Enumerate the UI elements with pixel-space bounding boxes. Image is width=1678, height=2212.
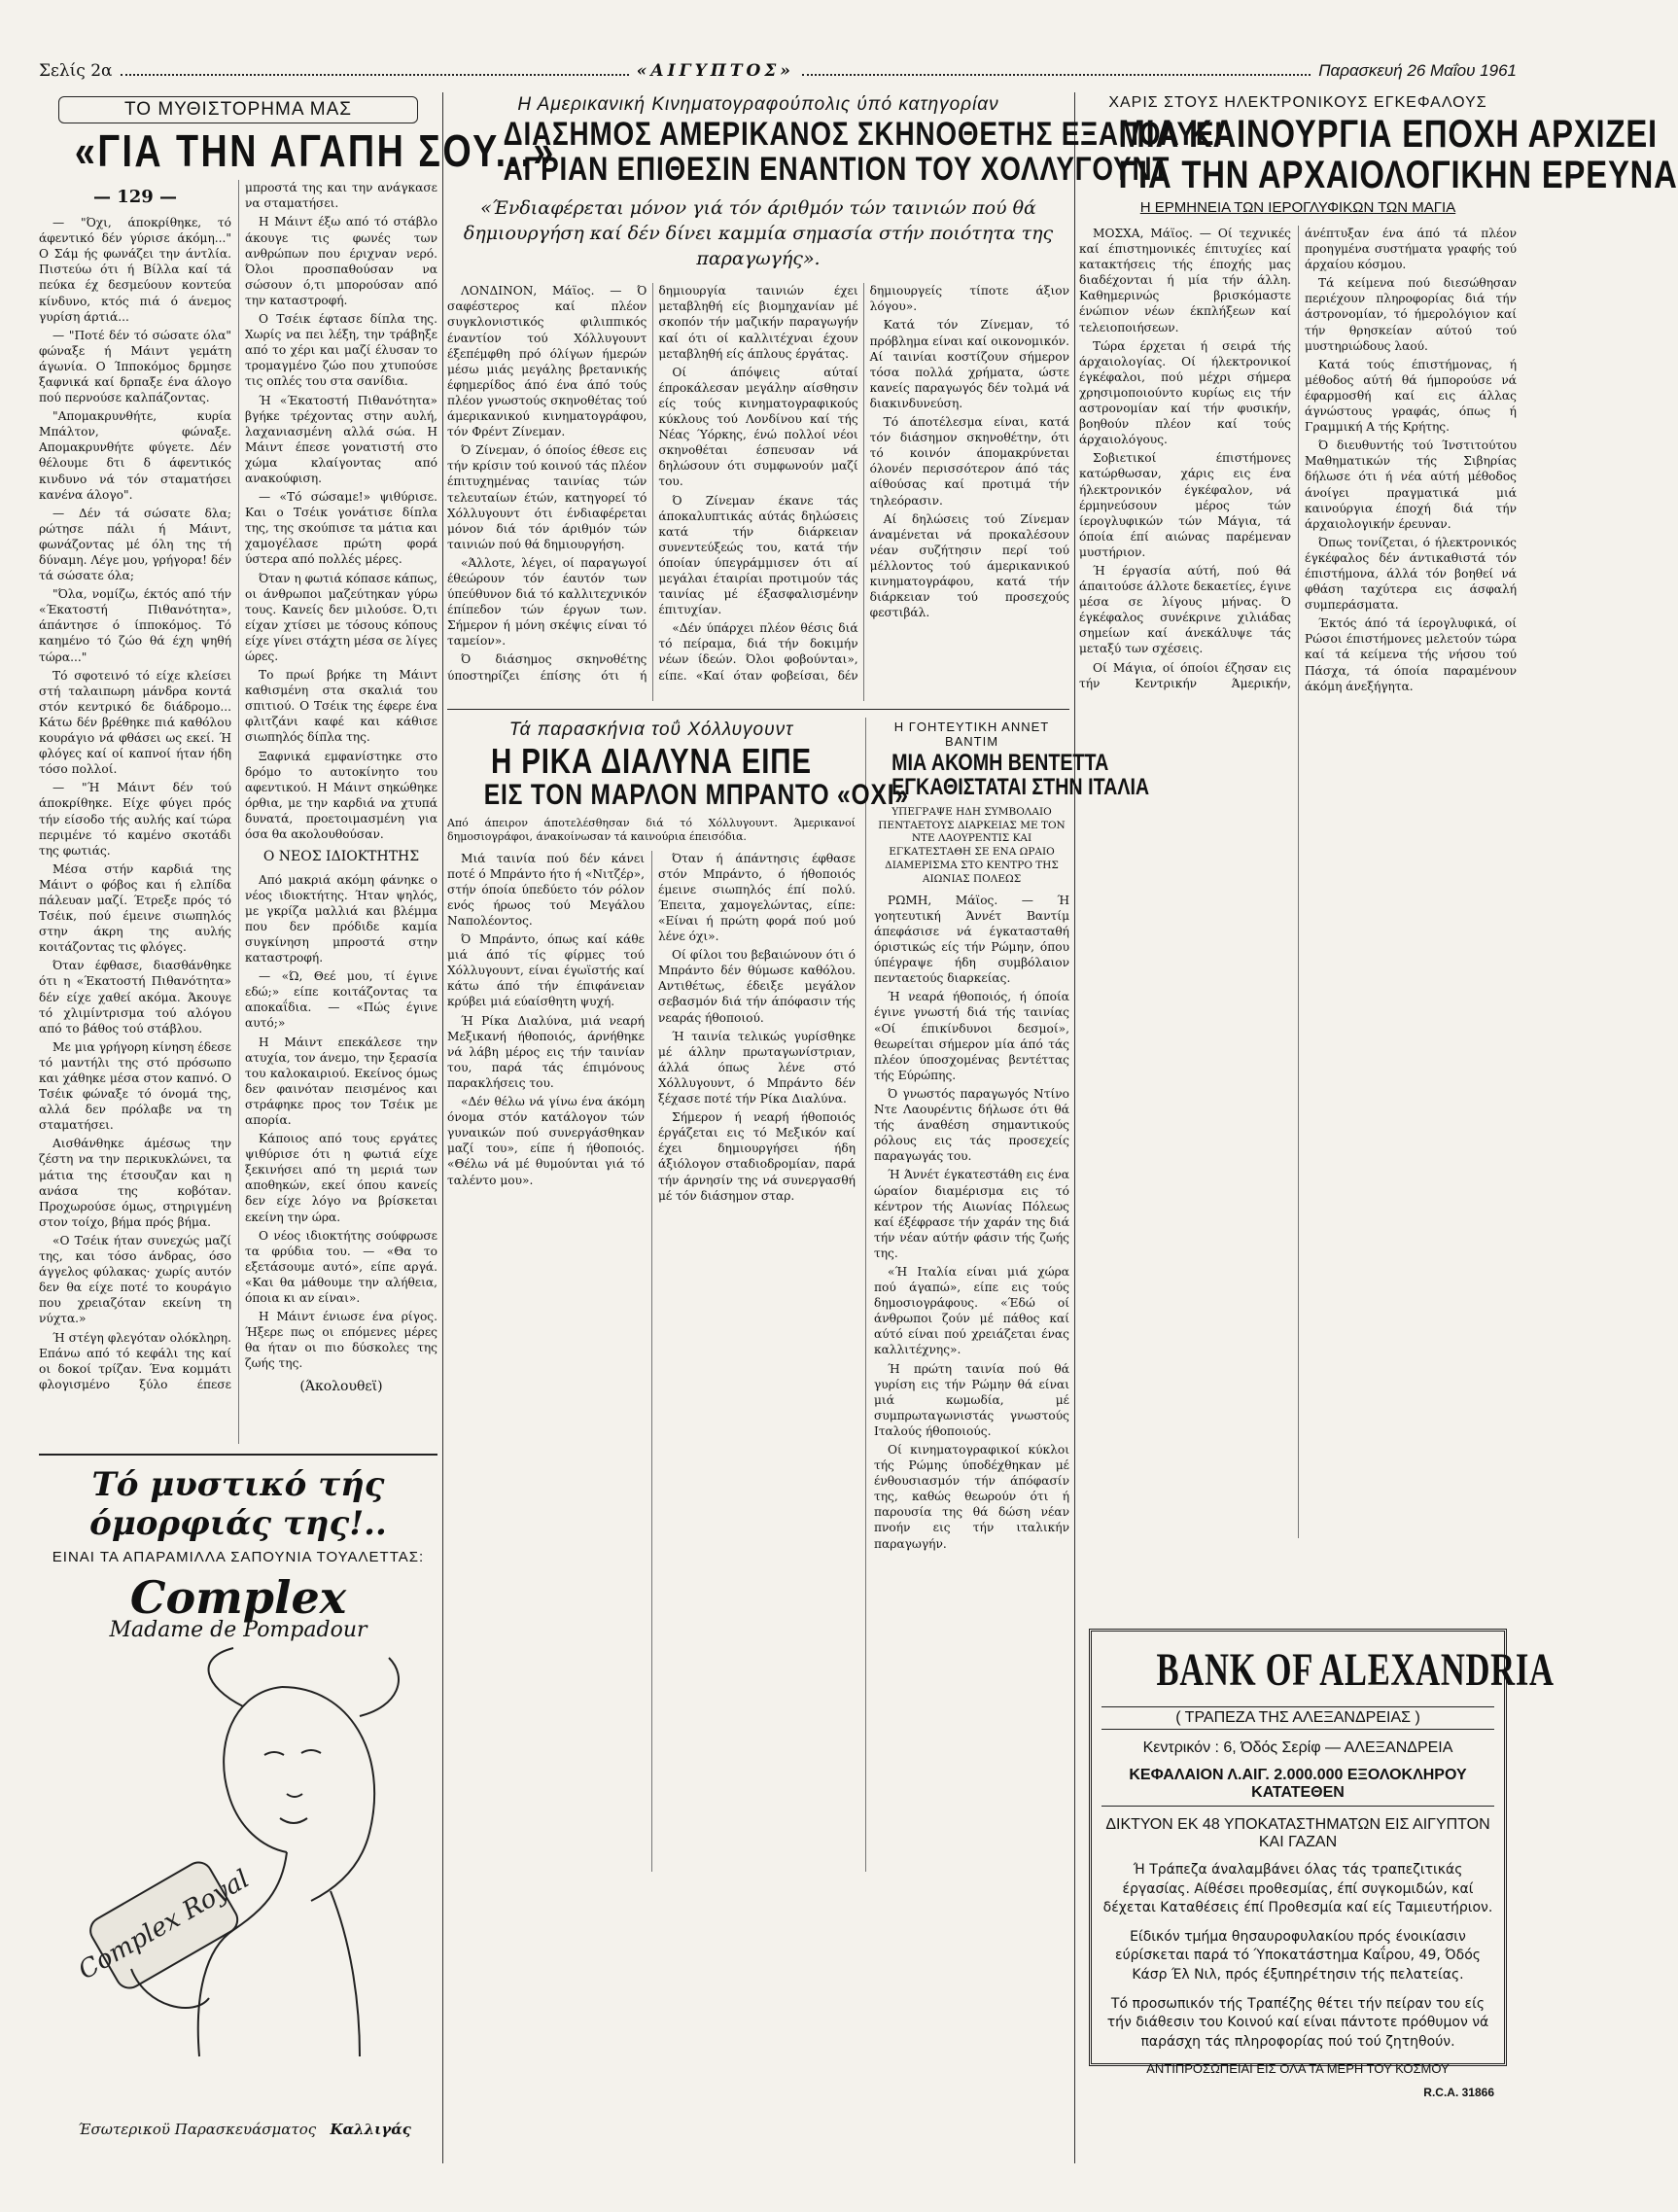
- archaeology-subhead: Η ΕΡΜΗΝΕΙΑ ΤΩΝ ΙΕΡΟΓΛΥΦΙΚΩΝ ΤΩΝ ΜΑΓΙΑ: [1139, 199, 1456, 216]
- hollywood-headline-2: ΑΓΡΙΑΝ ΕΠΙΘΕΣΙΝ ΕΝΑΝΤΙΟΝ ΤΟΥ ΧΟΛΛΥΓΟΥΝΤ: [503, 150, 1171, 188]
- novel-paragraph: Η Μάιντ ένιωσε ένα ρίγος. Ήξερε πως οι επόμενες μέρες θα ήταν οι πιο δύσκολες της ζωής της.: [245, 1310, 437, 1371]
- novel-paragraph: «Ο Τσέικ ήταν συνεχώς μαζί της, και τόσο άνδρας, όσο άγγελος φύλακας· χωρίς αυτόν δεν θα είχε ποτέ το κουράγιο που χρειαζόταν εκείνη τη νύχτα.»: [39, 1233, 231, 1326]
- article-paragraph: Ό γνωστός παραγωγός Ντίνο Ντε Λαουρέντις δήλωσε ότι θά τής άναθέση σημαντικούς ρόλους εις τάς προσεχείς παραγωγάς του.: [874, 1086, 1069, 1164]
- novel-paragraph: Ο νέος ιδιοκτήτης σούφρωσε τα φρύδια του. — «Θα το εξετάσουμε αυτό», είπε αργά. «Και θα μάθουμε την αλήθεια, όποια κι αν είναι».: [245, 1228, 437, 1306]
- novel-paragraph: — "Ή Μάιντ δέν τού άποκρίθηκε. Είχε φύγει πρός τήν είσοδο τής αυλής καί τώρα περιμένε τό καμένο σκοτάδι της φωτιάς.: [39, 781, 231, 858]
- novel-body: [39, 180, 437, 1444]
- annette-subhead: ΥΠΕΓΡΑΨΕ ΗΔΗ ΣΥΜΒΟΛΑΙΟ ΠΕΝΤΑΕΤΟΥΣ ΔΙΑΡΚΕΙΑΣ ΜΕ ΤΟΝ ΝΤΕ ΛΑΟΥΡΕΝΤΙΣ ΚΑΙ ΕΓΚΑΤΕΣΤΑΘΗ ΣΕ ΕΝΑ ΩΡΑΙΟ ΔΙΑΜΕΡΙΣΜΑ ΣΤΟ ΚΕΝΤΡΟ ΤΗΣ ΑΙΩΝΙΑΣ ΠΟΛΕΩΣ: [878, 805, 1066, 885]
- annette-article: [865, 718, 1150, 1871]
- header-rule: [121, 66, 629, 76]
- article-paragraph: «Άλλοτε, λέγει, οί παραγωγοί έθεώρουν τόν έαυτόν των ύπεύθυνον διά τό καλλιτεχνικόν έπίπεδον τών έργων των. Σήμερον ή μόνη σκέψις είναι τό ταμείον».: [447, 555, 647, 649]
- newspaper-name: «ΑΙΓΥΠΤΟΣ»: [636, 61, 794, 81]
- novel-paragraph: — «Τό σώσαμε!» ψιθύρισε. Και ο Τσέικ γονάτισε δίπλα της, της σκούπισε τα μάτια και χαμογέλασε πρώτη φορά ύστερα από πολλές μέρες.: [245, 490, 437, 567]
- article-paragraph: Ή έργασία αύτή, πού θά άπαιτούσε άλλοτε δεκαετίες, έγινε μέσα σε λίγους μήνας. Ό έγκέφαλος συνέκρινε χιλιάδας σημείων καί άνεκάλυψε τάς μεταξύ των σχέσεις.: [1079, 563, 1291, 656]
- archaeology-headline-1: ΜΙΑ ΚΑΙΝΟΥΡΓΙΑ ΕΠΟΧΗ ΑΡΧΙΖΕΙ: [1118, 113, 1658, 156]
- article-paragraph: ΡΩΜΗ, Μάϊος. — Ή γοητευτική Άννέτ Βαντίμ άπεφάσισε νά έγκατασταθή όριστικώς είς τήν Ρώμην, όπου ύπέγραψε ήδη συμβόλαιον πενταετούς διαρκείας.: [874, 893, 1069, 986]
- column-divider: [1074, 92, 1075, 2163]
- article-paragraph: Ό διευθυντής τού Ίνστιτούτου Μαθηματικών τής Σιβηρίας δήλωσε ότι ή νέα αύτή μέθοδος άνοίγει πραγματικά μιά καινούργια έποχή διά τήν άρχαιολογικήν έρευναν.: [1305, 439, 1517, 531]
- novel-title: «ΓΙΑ ΤΗΝ ΑΓΑΠΗ ΣΟΥ...»: [74, 125, 556, 176]
- novel-paragraph: — "Όχι, άποκρίθηκε, τό άφεντικό δέν γύρισε άκόμη..." Ο Σάμ ής φωνάζει την άντλία. Πιστεύω ότι ή Βίλλα καί τά πεύκα έχ δεσμεύουν κοντεύα κίνδυνο, κτός πιά ό άνεμος γυρίση άρτιά...: [39, 216, 231, 324]
- bank-advertisement: [1089, 1629, 1555, 2100]
- brand-name: Complex: [129, 1571, 347, 1624]
- article-paragraph: Οί Μάγια, οί όποίοι έζησαν εις τήν Κεντρικήν Άμερικήν, άνέπτυξαν ένα άπό τά πλέον προηγμένα συστήματα γραφής τού άρχαίου κόσμου.: [1079, 227, 1517, 690]
- article-paragraph: Οί κινηματογραφικοί κύκλοι τής Ρώμης ύποδέχθηκαν μέ ένθουσιασμόν τήν άπόφασίν της, καθώς θεωρούν ότι ή παρουσία της θά δώση νέαν πνοήν εις τήν ιταλικήν παραγωγήν.: [874, 1443, 1069, 1551]
- novel-paragraph: Με μια γρήγορη κίνηση έδεσε τό μαντήλι της στό πρόσωπο και χάθηκε μέσα στον καπνό. Ο Τσέικ φώναξε τό όνομά της, αλλά δεν πρόλαβε να τη σταματήσει.: [39, 1039, 231, 1133]
- page-header: [39, 58, 1517, 84]
- section-divider: [447, 709, 1069, 710]
- article-paragraph: «Δέν ύπάρχει πλέον θέσις διά τό πείραμα, διά τήν δοκιμήν νέων ίδεών. Όλοι φοβούνται», είπε. «Καί όταν φοβείσαι, δέν δημιουργείς τίποτε άξιον λόγου».: [658, 284, 1069, 683]
- novel-subheading: Ο ΝΕΟΣ ΙΔΙΟΚΤΗΤΗΣ: [262, 849, 420, 865]
- article-paragraph: ΜΟΣΧΑ, Μάϊος. — Οί τεχνικές καί έπιστημονικές έπιτυχίες καί κατακτήσεις τής έποχής μας διαδέχονται ή μία τήν άλλη. Καθημερινώς βρισκόμαστε ένώπιον νέων έκπλήξεων καί τελειοποιήσεων.: [1079, 227, 1291, 334]
- novel-paragraph: Η Μάιντ έξω από τό στάβλο άκουγε τις φωνές των ανθρώπων που έριχναν νερό. Όλοι προσπαθούσαν να σώσουν ό,τι μπορούσαν από την καταστροφή.: [245, 215, 437, 307]
- rica-headline-2: ΕΙΣ ΤΟΝ ΜΑΡΛΟΝ ΜΠΡΑΝΤΟ «ΟΧΙ»: [483, 779, 909, 812]
- novel-paragraph: — "Ποτέ δέν τό σώσατε όλα" φώναξε ή Μάιντ γεμάτη άγωνία. Ο Ίπποκόμος δρμησε ξαφνικά καί δρπαξε ένα άλογο πού περνούσε καλπάζοντας.: [39, 328, 231, 405]
- novel-paragraph: Κάποιος από τους εργάτες ψιθύρισε ότι η φωτιά είχε ξεκινήσει από τη μεριά των αποθηκών, εκεί όπου κανείς δεν είχε λόγο να βρίσκεται εκείνη την ώρα.: [245, 1132, 437, 1224]
- article-paragraph: Αί δηλώσεις τού Ζίνεμαν άναμένεται νά προκαλέσουν νέαν συζήτησιν περί τού μέλλοντος τού άμερικανικού κινηματογράφου, κατά τήν διάρκειαν τού προσεχούς φεστιβάλ.: [869, 511, 1069, 620]
- rica-intro: Από άπειρον άποτελέσθησαν διά τό Χόλλυγουντ. Άμερικανοί δημοσιογράφοι, άνακοίνωσαν τά καινούρια έπεισόδια.: [447, 816, 856, 844]
- novel-paragraph: "Απομακρυνθήτε, κυρία Μπάλτον, φώναξε. Απομακρυνθήτε φύγετε. Δέν θέλουμε δτι δ άφεντικός κινδυνο νά τόν σταματήσει κανένα άλογο".: [39, 409, 231, 502]
- novel-paragraph: — «Ώ, Θεέ μου, τί έγινε εδώ;» είπε κοιτάζοντας τα αποκαΐδια. — «Πώς έγινε αυτό;»: [245, 969, 437, 1031]
- article-paragraph: Ή Ρίκα Διαλύνα, μιά νεαρή Μεξικανή ήθοποιός, άρνήθηκε νά λάβη μέρος εις τήν ταινίαν του, παρά τάς έπιμόνους παρακλήσεις του.: [447, 1013, 645, 1090]
- novel-paragraph: Ή στέγη φλεγόταν ολόκληρη. Επάνω από τό κεφάλι της καί οι δοκοί τρίζαν. Ένα κομμάτι φλογισμένο ξύλο έπεσε μπροστά της και την ανάγκασε να σταματήσει.: [39, 181, 437, 1391]
- novel-paragraph: Όταν η φωτιά κόπασε κάπως, οι άνθρωποι μαζεύτηκαν γύρω τους. Κανείς δεν μιλούσε. Ό,τι είχαν χτίσει με τόσους κόπους είχε γίνει στάχτη μέσα σε λίγες ώρες.: [245, 571, 437, 664]
- page-number: Σελίς 2α: [39, 61, 113, 81]
- woman-illustration: [39, 1648, 437, 2076]
- novel-paragraph: Μέσα στήν καρδιά της Μάιντ ο φόβος και ή ελπίδα πάλευαν μαζί. Έτρεξε πρός τό Τσέικ, πού έμεινε σιωπηλός στην άκρη της αυλής κοιτάζοντας τις φλόγες.: [39, 861, 231, 955]
- annette-headline-1: ΜΙΑ ΑΚΟΜΗ ΒΕΝΤΕΤΤΑ: [891, 750, 1109, 777]
- article-paragraph: Κατά τόν Ζίνεμαν, τό πρόβλημα είναι καί οικονομικόν. Αί ταινίαι κοστίζουν σήμερον τόσα πολλά χρήματα, ώστε κανείς παραγωγός δέν τολμά νά διακινδυνεύση.: [869, 318, 1069, 410]
- brand-subtitle: Madame de Pompadour: [109, 1618, 367, 1642]
- ad-tagline: ΕΙΝΑΙ ΤΑ ΑΠΑΡΑΜΙΛΛΑ ΣΑΠΟΥΝΙΑ ΤΟΥΑΛΕΤΤΑΣ:: [52, 1549, 425, 1565]
- bank-headquarters: Κεντρικόν : 6, Όδός Σερίφ — ΑΛΕΞΑΝΔΡΕΙΑ: [1142, 1739, 1453, 1756]
- ad-headline: Τό μυστικό τής όμορφιάς της!..: [89, 1465, 387, 1543]
- article-paragraph: ΛΟΝΔΙΝΟΝ, Μάϊος. — Ό σαφέστερος καί πλέον συγκλονιστικός φιλιππικός έναντίον τού Χόλλυγουντ έξεπέμφθη πρό όλίγων ήμερών μέσω μιάς μεγάλης βρετανικής έφημερίδος άπό ένα άπό τούς πλέον γνωστούς σκηνοθέτας τού άμερικανικού κινηματογράφου, τόν Φρέντ Ζίνεμαν.: [447, 284, 647, 439]
- article-paragraph: Τώρα έρχεται ή σειρά τής άρχαιολογίας. Οί ήλεκτρονικοί έγκέφαλοι, πού μέχρι σήμερα χρησιμοποιούντο κυρίως εις τήν αστρονομίαν καί τήν φυσικήν, βοηθούν πλέον καί τούς άρχαιολόγους.: [1079, 338, 1291, 447]
- header-rule: [802, 66, 1311, 76]
- bank-text: Ή Τράπεζα άναλαμβάνει όλας τάς τραπεζιτικάς έργασίας. Αίθέσει προθεσμίας, έπί συγκομιδών, καί δέχεται Καταθέσεις έπί Προθεσμία καί είς Ταμιευτήριον.: [1102, 1862, 1493, 1916]
- archaeology-headline-2: ΓΙΑ ΤΗΝ ΑΡΧΑΙΟΛΟΓΙΚΗΝ ΕΡΕΥΝΑ: [1118, 154, 1678, 196]
- novel-paragraph: "Όλα, νομίζω, έκτός από τήν «Έκατοστή Πιθανότητα», άπάντησε ό ίπποκόμος. Τό καημένο τό ζώο θά έχη ψηθή τώρα...": [39, 587, 231, 664]
- hollywood-kicker: Η Αμερικανική Κινηματογραφούπολις ύπό κατηγορίαν: [517, 94, 999, 115]
- hollywood-body: [447, 283, 1069, 701]
- article-paragraph: Μιά ταινία πού δέν κάνει ποτέ ό Μπράντο ήτο ή «Νιτζέρ», στήν όποία ύπεδύετο τόν ρόλον ενός ήρωος τού Μεγάλου Ναπολέοντος.: [447, 851, 645, 928]
- archaeology-kicker: ΧΑΡΙΣ ΣΤΟΥΣ ΗΛΕΚΤΡΟΝΙΚΟΥΣ ΕΓΚΕΦΑΛΟΥΣ: [1108, 94, 1487, 111]
- novel-paragraph: — Δέν τά σώσατε δλα; ρώτησε πάλι ή Μάιντ, φωνάζοντας μέ όλη της τή δύναμη. Λέγε μου, γρήγορα! δέν τά σώσατε όλα;: [39, 506, 231, 583]
- article-paragraph: «Ή Ιταλία είναι μιά χώρα πού άγαπώ», είπε εις τούς δημοσιογράφους. «Έδώ οί άνθρωποι ζούν μέ πάθος καί αύτό είναι πού χρειάζεται ένας καλλιτέχνης».: [874, 1264, 1069, 1357]
- column-divider: [442, 92, 443, 2163]
- novel-paragraph: Ο Τσέικ έφτασε δίπλα της. Χωρίς να πει λέξη, την τράβηξε από το χέρι και μαζί έλυσαν το τρομαγμένο ζώο που χτυπούσε τις οπλές του στα σανίδια.: [245, 312, 437, 389]
- article-paragraph: Ή πρώτη ταινία πού θά γυρίση εις τήν Ρώμην θά είναι μιά κωμωδία, μέ συμπρωταγωνιστάς γνωστούς Ιταλούς ήθοποιούς.: [874, 1361, 1069, 1438]
- soap-bar-icon: [61, 1843, 266, 2007]
- article-paragraph: Όπως τονίζεται, ό ήλεκτρονικός έγκέφαλος δέν άντικαθιστά τόν έπιστήμονα, άλλά τόν βοηθεί νά φθάση ταχύτερα εις άσφαλή συμπεράσματα.: [1305, 535, 1517, 613]
- article-paragraph: Σοβιετικοί έπιστήμονες κατώρθωσαν, χάρις εις ένα ήλεκτρονικόν έγκέφαλον, νά έρμηνεύσουν μέρος τών ίερογλυφικών τών Μάγια, τά όποία έπί αιώνας παρέμεναν μυστήριον.: [1079, 451, 1291, 559]
- rica-body: [447, 851, 856, 1872]
- article-paragraph: Τό άποτέλεσμα είναι, κατά τόν διάσημον σκηνοθέτην, ότι τό κοινόν άπομακρύνεται όλονέν περισσότερον άπό τάς αίθούσας καί προτιμά τήν τηλεόρασιν.: [869, 415, 1069, 508]
- article-paragraph: Έκτός άπό τά ίερογλυφικά, οί Ρώσοι έπιστήμονες μελετούν τώρα καί τά κείμενα τής νήσου τού Πάσχα, τά όποία παραμένουν άκόμη άνεξήγητα.: [1305, 616, 1517, 693]
- article-paragraph: Ή νεαρά ήθοποιός, ή όποία έγινε γνωστή διά τής ταινίας «Οί έπικίνδυνοι δεσμοί», θεωρείται σήμερον μία άπό τάς πλέον ύποσχομένας βεντέττας τής Εύρώπης.: [874, 990, 1069, 1082]
- hollywood-subhead: «Ένδιαφέρεται μόνον γιά τόν άριθμόν τών ταινιών πού θά δημιουργήση καί δέν δίνει καμμία σημασία στήν ποιότητα της παραγωγής».: [463, 197, 1054, 269]
- bank-ref: R.C.A. 31866: [1423, 2086, 1494, 2100]
- annette-kicker: Η ΓΟΗΤΕΥΤΙΚΗ ΑΝΝΕΤ ΒΑΝΤΙΜ: [893, 720, 1050, 750]
- article-paragraph: Ό Ζίνεμαν, ό όποίος έθεσε εις τήν κρίσιν τού κοινού τάς πλέον έπιτυχημένας ταινίας τών τελευταίων έτών, κατηγορεί τό Χόλλυγουντ ότι ένδιαφέρεται μόνον διά τόν άριθμόν τών ταινιών πού θά δημιουργήση.: [447, 443, 647, 551]
- article-paragraph: Όταν ή άπάντησις έφθασε στόν Μπράντο, ό ήθοποιός έμεινε σιωπηλός έπί πολύ. Έπειτα, χαμογελώντας, είπε: «Είναι ή πρώτη φορά πού μού λένε όχι».: [658, 851, 856, 944]
- novel-paragraph: Ξαφνικά εμφανίστηκε στο δρόμο το αυτοκίνητο του αφεντικού. Η Μάιντ σηκώθηκε όρθια, με την καρδιά να χτυπά δυνατά, προετοιμασμένη για όσα θα ακολουθούσαν.: [245, 749, 437, 842]
- archaeology-section: [1079, 92, 1678, 2163]
- novel-paragraph: Ή «Έκατοστή Πιθανότητα» βγήκε τρέχοντας στην αυλή, λαχανιασμένη αλλά σώα. Η Μάιντ έπεσε γονατιστή στο χώμα κλαίγοντας από ανακούφιση.: [245, 393, 437, 485]
- bank-representation: ΑΝΤΙΠΡΟΣΩΠΕΙΑΙ ΕΙΣ ΟΛΑ ΤΑ ΜΕΡΗ ΤΟΥ ΚΟΣΜΟΥ: [1146, 2061, 1450, 2077]
- soap-bar-label: Complex Royal: [73, 1864, 255, 1986]
- bank-text: Τό προσωπικόν τής Τραπέζης θέτει τήν πείραν του είς τήν διάθεσιν του Κοινού καί είναι πάντοτε πρόθυμον νά παράσχη τάς πληροφορίας πού τού ζητηθούν.: [1106, 1995, 1489, 2050]
- novel-paragraph: Η Μάιντ επεκάλεσε την ατυχία, τον άνεμο, την ξερασία του καλοκαιριού. Εκείνος όμως δεν φαινόταν πεισμένος και στράφηκε προς τον Τσέικ με απορία.: [245, 1035, 437, 1128]
- article-paragraph: Οί άπόψεις αύταί έπροκάλεσαν μεγάλην αίσθησιν είς τούς κινηματογραφικούς κύκλους τού Λονδίνου καί τής Νέας Ύόρκης, ένώ πολλοί νέοι σκηνοθέται έσπευσαν νά δηλώσουν ότι συμφωνούν μαζί του.: [658, 365, 858, 489]
- novel-paragraph: Το πρωί βρήκε τη Μάιντ καθισμένη στα σκαλιά του σπιτιού. Ο Τσέικ της έφερε ένα φλιτζάνι καφέ και κάθισε σιωπηλός δίπλα της.: [245, 668, 437, 745]
- ad-footer: [78, 2121, 428, 2138]
- episode-number: — 129 —: [92, 187, 178, 208]
- article-paragraph: Ή ταινία τελικώς γυρίσθηκε μέ άλλην πρωταγωνίστριαν, άλλά όπως λένε στό Χόλλυγουντ, ό Μπράντο δέν ξέχασε ποτέ τήν Ρίκα Διαλύνα.: [658, 1029, 856, 1106]
- bank-greek-name: ( ΤΡΑΠΕΖΑ ΤΗΣ ΑΛΕΞΑΝΔΡΕΙΑΣ ): [1101, 1706, 1494, 1730]
- article-paragraph: «Δέν θέλω νά γίνω ένα άκόμη όνομα στόν κατάλογον τών γυναικών πού συνεργάσθηκαν μαζί του», είπε ή ήθοποιός. «Θέλω νά μέ θυμούνται γιά τό ταλέντο μου».: [447, 1095, 645, 1187]
- bank-capital: ΚΕΦΑΛΑΙΟΝ Λ.ΑΙΓ. 2.000.000 ΕΞΟΛΟΚΛΗΡΟΥ ΚΑΤΑΤΕΘΕΝ: [1101, 1767, 1494, 1807]
- novel-paragraph: Αισθάνθηκε άμέσως την ζέστη να την περικυκλώνει, τα μάτια της έτσουζαν και η ανάσα της κοβόταν. Προχωρούσε όμως, στηριγμένη στον τοίχο, βήμα πρός βήμα.: [39, 1137, 231, 1229]
- annette-headline-2: ΕΓΚΑΘΙΣΤΑΤΑΙ ΣΤΗΝ ΙΤΑΛΙΑ: [891, 774, 1150, 801]
- rica-headline-1: Η ΡΙΚΑ ΔΙΑΛΥΝΑ ΕΙΠΕ: [491, 741, 812, 782]
- article-paragraph: Ό Ζίνεμαν έκανε τάς άποκαλυπτικάς αύτάς δηλώσεις κατά τήν διάρκειαν συνεντεύξεώς του, κατά τήν όποίαν ύπεγράμμισεν ότι αί μεγάλαι έταιρίαι προτιμούν τάς ταινίας μέ έξασφαλισμένην έπιτυχίαν.: [658, 493, 858, 617]
- article-paragraph: Τά κείμενα πού διεσώθησαν περιέχουν πληροφορίας διά τήν άστρονομίαν, τό ήμερολόγιον καί τήν θρησκείαν αύτού τού μυστηριώδους λαού.: [1305, 276, 1517, 353]
- article-paragraph: Ό διάσημος σκηνοθέτης ύποστηρίζει έπίσης ότι ή δημιουργία ταινιών έχει μεταβληθή είς βιομηχανίαν μέ σκοπόν τήν μαζικήν παραγωγήν καί ότι οί καλλιτέχναι έχουν μεταβληθή είς άπλους έργάτας.: [447, 284, 858, 683]
- novel-paragraph: Τό σφοτεινό τό είχε κλείσει στή ταλαιπωρη μάνδρα κοντά στόν κεντρικό δε διάδρομο... Κάτω δέν βρέθηκε πιά καθόλου κουράγιο νά φθάσει ως εκεί. Ή φλόγες καί οί καπνοί ήταν ήδη τόσο πολλοί.: [39, 668, 231, 777]
- article-paragraph: Ό Μπράντο, όπως καί κάθε μιά άπό τίς φίρμες τού Χόλλυγουντ, είναι έγωϊστής καί κάτω άπό τήν έπιφάνειαν κρύβει μιά εύαίσθητη ψυχή.: [447, 932, 645, 1009]
- novel-kicker: ΤΟ ΜΥΘΙΣΤΟΡΗΜΑ ΜΑΣ: [58, 96, 418, 123]
- issue-date: Παρασκευή 26 Μαΐου 1961: [1318, 61, 1517, 80]
- bank-text: Είδικόν τμήμα θησαυροφυλακίου πρός ένοικίασιν εύρίσκεται παρά τό Ύποκατάστημα Καΐρου, 49, Όδός Κάσρ Έλ Νιλ, πρός έξυπηρέτησιν τής πελατείας.: [1115, 1928, 1481, 1983]
- article-paragraph: Ή Άννέτ έγκατεστάθη εις ένα ώραίον διαμέρισμα εις τό κέντρον τής Αιωνίας Πόλεως καί έξέφρασε τήν χαράν της διά τήν νέαν αύτήν φάσιν τής ζωής της.: [874, 1168, 1069, 1260]
- bank-name: BANK OF ALEXANDRIA: [1156, 1644, 1555, 1696]
- soap-advertisement: [39, 1454, 437, 2163]
- rica-kicker: Τά παρασκήνια τοΰ Χόλλυγουντ: [508, 720, 794, 741]
- novel-paragraph: Όταν έφθασε, διασθάνθηκε ότι η «Έκατοστή Πιθανότητα» δέν είχε χαθεί ακόμα. Άκουγε τό χλιμίντρισμα τού αλόγου από το βάθος τού στάβλου.: [39, 959, 231, 1036]
- rica-article: [447, 718, 909, 1871]
- archaeology-body: [1079, 226, 1517, 1538]
- annette-body: [874, 893, 1069, 1768]
- article-paragraph: Κατά τούς έπιστήμονας, ή μέθοδος αύτή θά ήμπορούσε νά έφαρμοσθή καί εις άλλας άγνώστους γραφάς, όπως ή Γραμμική Α τής Κρήτης.: [1305, 357, 1517, 435]
- novel-paragraph: Από μακριά ακόμη φάνηκε ο νέος ιδιοκτήτης. Ήταν ψηλός, με γκρίζα μαλλιά και βλέμμα που δεν πρόδιδε καμία συγκίνηση μπροστά στην καταστροφή.: [245, 872, 437, 966]
- bank-network: ΔΙΚΤΥΟΝ ΕΚ 48 ΥΠΟΚΑΤΑΣΤΗΜΑΤΩΝ ΕΙΣ ΑΙΓΥΠΤΟΝ ΚΑΙ ΓΑΖΑΝ: [1105, 1816, 1490, 1850]
- ad-footer-right: Καλλιγάς: [330, 2121, 411, 2138]
- ad-footer-left: Έσωτερικοϋ Παρασκευάσματος: [78, 2121, 317, 2138]
- hollywood-headline-1: ΔΙΑΣΗΜΟΣ ΑΜΕΡΙΚΑΝΟΣ ΣΚΗΝΟΘΕΤΗΣ ΕΞΑΠΟΛΥΕΙ: [503, 116, 1223, 153]
- article-paragraph: Οί φίλοι του βεβαιώνουν ότι ό Μπράντο δέν θύμωσε καθόλου. Αντιθέτως, έδειξε μεγάλον σεβασμόν διά τήν άπόφασιν τής νεαράς ήθοποιού.: [658, 948, 856, 1025]
- article-paragraph: Σήμερον ή νεαρή ήθοποιός έργάζεται εις τό Μεξικόν καί έχει δημιουργήσει ήδη άξιόλογον σταδιοδρομίαν, παρά τήν άρνησίν της νά συνεργασθή μέ τόν διάσημον σταρ.: [658, 1110, 856, 1203]
- to-be-continued: (Άκολουθεϊ): [299, 1378, 383, 1394]
